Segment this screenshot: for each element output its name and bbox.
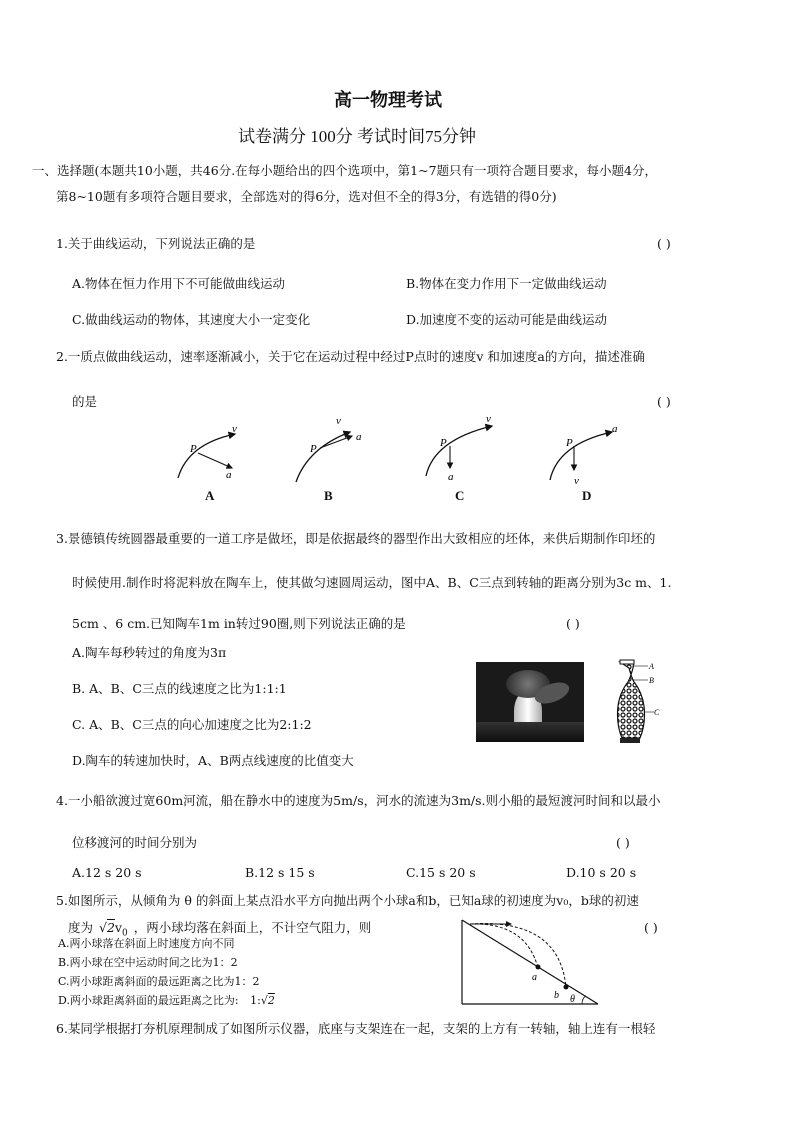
q5-v-symbol: v bbox=[114, 920, 122, 935]
q5-option-d-ratio: 1: bbox=[250, 994, 261, 1007]
q3-option-a: A.陶车每秒转过的角度为3π bbox=[72, 645, 227, 660]
q2-d-a-label: a bbox=[612, 423, 618, 435]
incline-label-a: a bbox=[532, 972, 537, 983]
section-instruction-line1: 一、选择题(本题共10小题，共46分.在每小题给出的四个选项中，第1~7题只有一项符合题目要求，每小题4分， bbox=[32, 163, 657, 178]
q2-figure-strip bbox=[160, 410, 640, 510]
q2-b-a-label: a bbox=[356, 431, 362, 443]
q3-option-d: D.陶车的转速加快时，A、B两点线速度的比值变大 bbox=[72, 753, 354, 768]
q5-option-c: C.两小球距离斜面的最远距离之比为1：2 bbox=[58, 975, 260, 988]
q2-c-v-label: v bbox=[486, 413, 491, 425]
q4-option-d: D.10 s 20 s bbox=[566, 865, 637, 880]
q2-answer-paren: ( ) bbox=[657, 394, 671, 409]
q5-option-d-radicand: 2 bbox=[267, 994, 275, 1007]
q3-option-c: C. A、B、C三点的向心加速度之比为2:1:2 bbox=[72, 717, 312, 732]
q2-figure-c bbox=[426, 413, 492, 483]
q5-option-d-sqrt: √2 bbox=[260, 994, 275, 1007]
q4-option-b: B.12 s 15 s bbox=[245, 865, 315, 880]
q4-stem-line2: 位移渡河的时间分别为 bbox=[72, 835, 198, 850]
page-subtitle: 试卷满分 100分 考试时间75分钟 bbox=[238, 127, 476, 146]
q3-stem-line2: 时候使用.制作时将泥料放在陶车上，使其做匀速圆周运动，图中A、B、C三点到转轴的距离分别为3c m、1. bbox=[72, 575, 672, 590]
q2-figure-b bbox=[296, 415, 362, 482]
q5-stem-prefix: 度为 bbox=[68, 920, 94, 935]
q3-answer-paren: ( ) bbox=[566, 616, 580, 631]
q5-option-d bbox=[58, 994, 275, 1008]
q5-sqrt-expression: $√2v_0$ bbox=[99, 920, 128, 939]
q2-a-a-label: a bbox=[226, 469, 232, 481]
q5-answer-paren: ( ) bbox=[644, 920, 658, 935]
q2-figure-a bbox=[178, 423, 237, 481]
q2-d-v-label: v bbox=[574, 475, 579, 487]
q5-v-subscript: 0 bbox=[121, 928, 128, 939]
q2-figure-label-c: C bbox=[455, 488, 465, 503]
q2-a-v-label: v bbox=[232, 423, 237, 435]
q5-stem-suffix: ，两小球均落在斜面上，不计空气阻力，则 bbox=[133, 920, 372, 935]
q2-figure-d bbox=[550, 423, 618, 487]
q1-answer-paren: ( ) bbox=[657, 236, 671, 251]
q3-stem-line3: 5cm 、6 cm.已知陶车1m in转过90圈,则下列说法正确的是 bbox=[72, 616, 406, 631]
q1-option-a: A.物体在恒力作用下不可能做曲线运动 bbox=[72, 276, 286, 291]
q5-stem-line1: 5.如图所示，从倾角为 θ 的斜面上某点沿水平方向抛出两个小球a和b，已知a球的初速度为v₀，b球的初速 bbox=[56, 893, 639, 908]
q5-option-a: A.两小球落在斜面上时速度方向不同 bbox=[58, 937, 235, 950]
q6-stem-line1: 6.某同学根据打夯机原理制成了如图所示仪器，底座与支架连在一起，支架的上方有一转轴，轴上连有一根轻 bbox=[56, 1021, 656, 1036]
q2-figure-label-b: B bbox=[324, 488, 333, 503]
q2-d-point-label: P bbox=[566, 437, 573, 449]
incline-label-b: b bbox=[554, 990, 559, 1001]
vase-figure bbox=[600, 658, 660, 748]
q5-option-b: B.两小球在空中运动时间之比为1：2 bbox=[58, 956, 238, 969]
q5-option-d-text: D.两小球距离斜面的最远距离之比为: bbox=[58, 994, 239, 1007]
vase-label-c: C bbox=[654, 708, 660, 717]
q3-option-b: B. A、B、C三点的线速度之比为1:1:1 bbox=[72, 681, 287, 696]
vase-label-a: A bbox=[649, 662, 654, 671]
q4-stem-line1: 4.一小船欲渡过宽60m河流，船在静水中的速度为5m/s，河水的流速为3m/s.则小船的最短渡河时间和以最小 bbox=[56, 793, 661, 808]
q4-option-c: C.15 s 20 s bbox=[406, 865, 476, 880]
vase-label-b: B bbox=[649, 676, 654, 685]
q3-stem-line1: 3.景德镇传统圆器最重要的一道工序是做坯，即是依据最终的器型作出大致相应的坯体，来供后期制作印坯的 bbox=[56, 531, 656, 546]
q5-sqrt-radicand: 2 bbox=[106, 920, 115, 935]
pottery-wheel-photo bbox=[476, 662, 584, 742]
incline-figure bbox=[456, 916, 604, 1008]
page-title: 高一物理考试 bbox=[334, 90, 442, 111]
q2-figure-label-a: A bbox=[205, 488, 215, 503]
q4-answer-paren: ( ) bbox=[616, 835, 630, 850]
q2-b-v-label: v bbox=[336, 415, 341, 427]
q2-b-point-label: P bbox=[310, 443, 317, 455]
q1-stem: 1.关于曲线运动，下列说法正确的是 bbox=[56, 236, 256, 251]
incline-label-theta: θ bbox=[570, 994, 575, 1005]
q1-option-d: D.加速度不变的运动可能是曲线运动 bbox=[406, 312, 608, 327]
q2-c-point-label: P bbox=[440, 437, 447, 449]
q2-stem-line2: 的是 bbox=[72, 394, 98, 409]
q2-figure-label-d: D bbox=[582, 488, 592, 503]
q1-option-c: C.做曲线运动的物体，其速度大小一定变化 bbox=[72, 312, 311, 327]
q2-c-a-label: a bbox=[448, 471, 454, 483]
q4-option-a: A.12 s 20 s bbox=[72, 865, 142, 880]
q1-option-b: B.物体在变力作用下一定做曲线运动 bbox=[406, 276, 607, 291]
q2-stem-line1: 2.一质点做曲线运动，速率逐渐减小，关于它在运动过程中经过P点时的速度v 和加速度a的方向，描述准确 bbox=[56, 349, 645, 364]
section-instruction-line2: 第8~10题有多项符合题目要求，全部选对的得6分，选对但不全的得3分，有选错的得0分) bbox=[56, 189, 557, 204]
q2-a-point-label: P bbox=[190, 443, 197, 455]
